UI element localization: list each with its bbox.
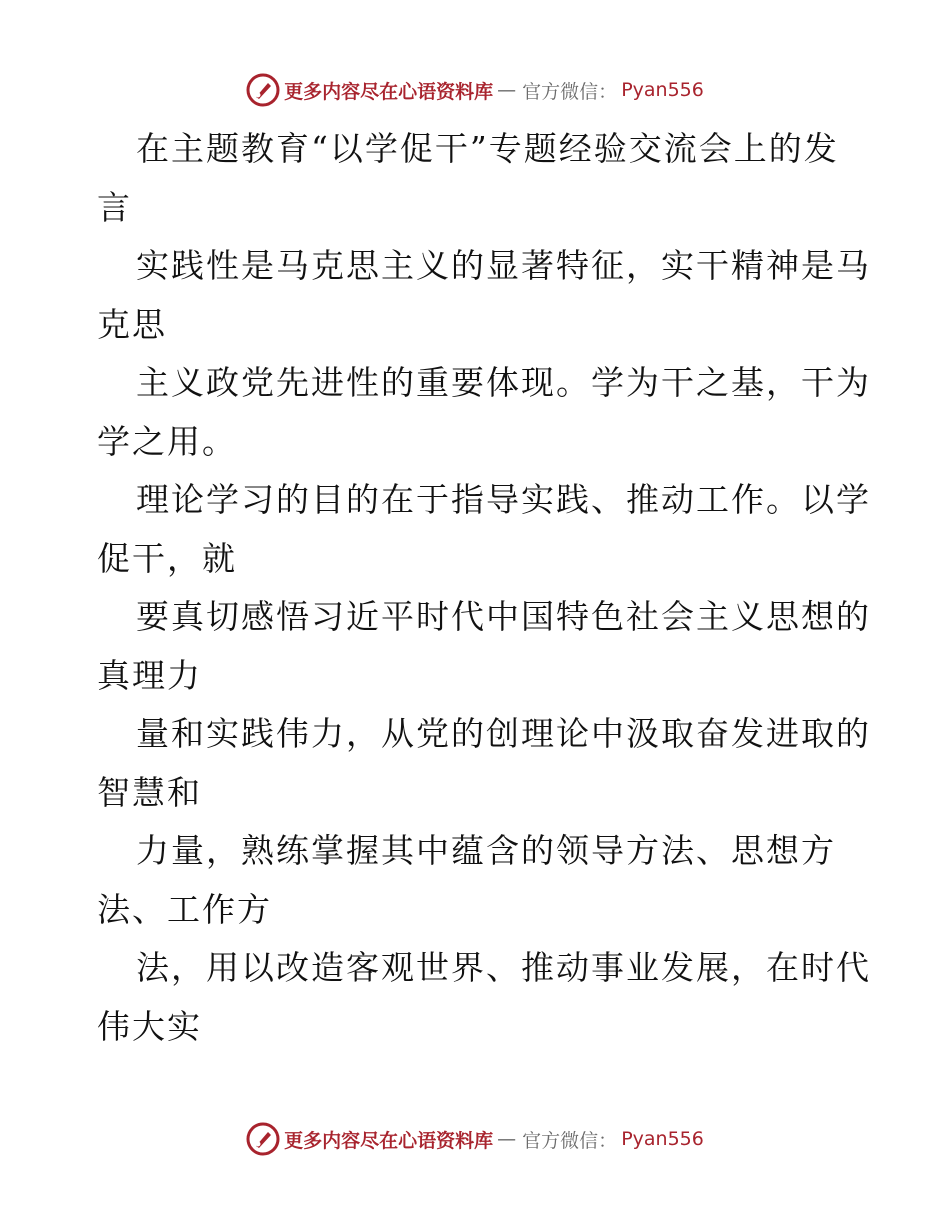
paragraph-line: 克思 [97,304,167,344]
paragraph-line: 法，用以改造客观世界、推动事业发展，在时代 [136,948,871,987]
footer-banner [0,1119,950,1159]
paragraph-line: 理论学习的目的在于指导实践、推动工作。以学 [136,480,871,519]
pen-nib-logo-icon [246,1122,280,1156]
paragraph-line: 真理力 [97,655,202,695]
paragraph-line: 实践性是马克思主义的显著特征，实干精神是马 [136,246,871,285]
banner-wechat-id: Pyan556 [621,1128,704,1150]
paragraph-line: 法、工作方 [97,889,272,929]
banner-wechat-id: Pyan556 [621,79,704,101]
paragraph-line: 主义政党先进性的重要体现。学为干之基，干为 [136,363,871,402]
paragraph-line: 伟大实 [97,1006,202,1046]
paragraph-line: 促干，就 [97,538,237,578]
document-body [97,120,871,1056]
banner-wechat-label: 官方微信： [522,80,618,103]
banner-wechat-label: 官方微信： [522,1129,618,1152]
paragraph-line: 智慧和 [97,772,202,812]
paragraph-line: 量和实践伟力，从党的创理论中汲取奋发进取的 [136,714,871,753]
header-banner [0,70,950,110]
paragraph-line: 力量，熟练掌握其中蕴含的领导方法、思想方 [136,831,836,870]
pen-nib-logo-icon [246,73,280,107]
banner-title: 更多内容尽在心语资料库 [284,80,494,103]
banner-title: 更多内容尽在心语资料库 [284,1129,494,1152]
document-title-line: 言 [97,187,132,227]
banner-dash: — [497,79,517,101]
document-title-line: 在主题教育“以学促干”专题经验交流会上的发 [136,129,839,168]
banner-dash: — [497,1128,517,1150]
paragraph-line: 学之用。 [97,421,237,461]
paragraph-line: 要真切感悟习近平时代中国特色社会主义思想的 [136,597,871,636]
